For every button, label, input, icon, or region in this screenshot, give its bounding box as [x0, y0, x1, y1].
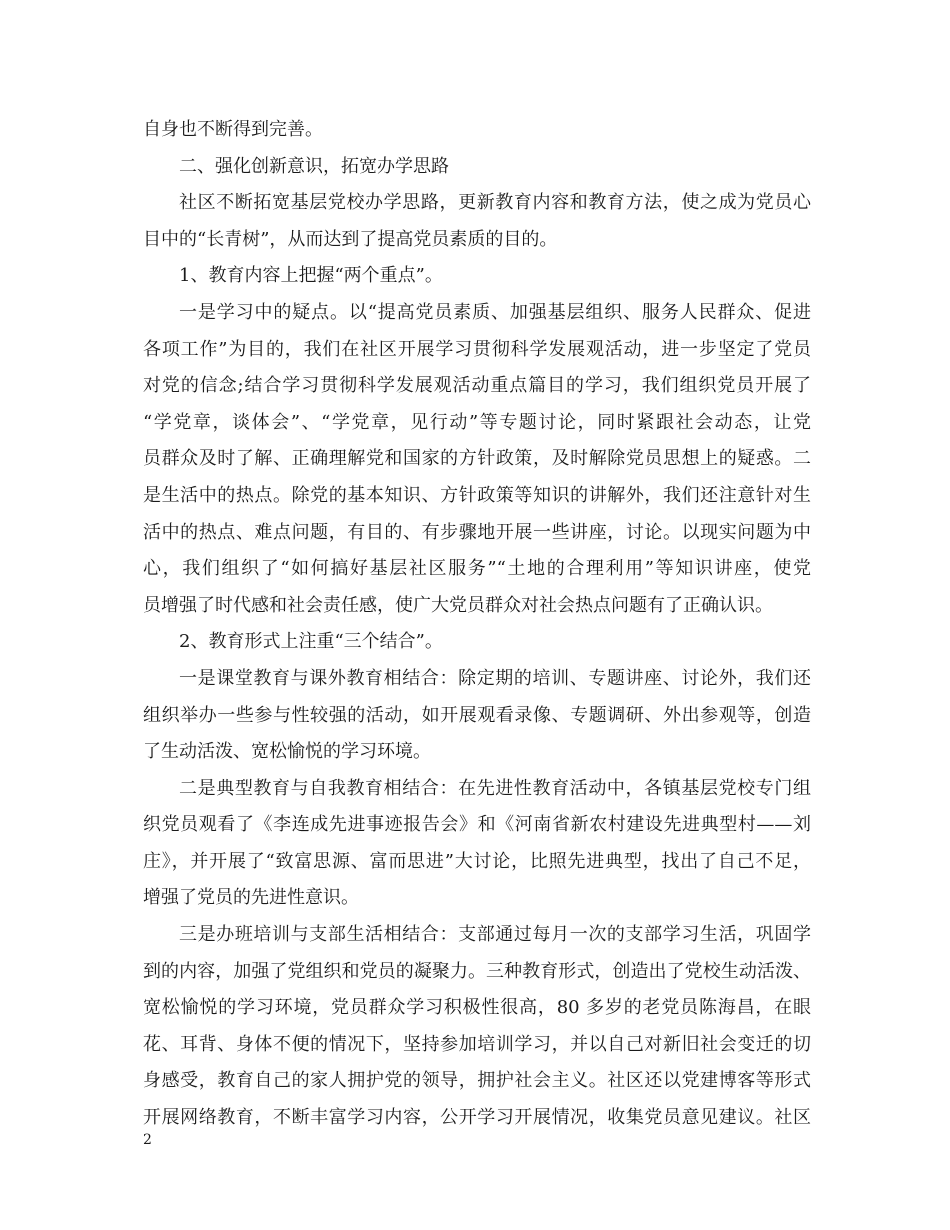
- text-line: 织党员观看了《李连成先进事迹报告会》和《河南省新农村建设先进典型村——刘: [143, 814, 811, 836]
- text-line: 各项工作”为目的，我们在社区开展学习贯彻科学发展观活动，进一步坚定了党员: [143, 338, 811, 360]
- text-line: 心，我们组织了“如何搞好基层社区服务”“土地的合理利用”等知识讲座，使党: [143, 558, 811, 580]
- text-line: 是生活中的热点。除党的基本知识、方针政策等知识的讲解外，我们还注意针对生: [143, 484, 811, 506]
- text-line: 了生动活泼、宽松愉悦的学习环境。: [143, 741, 431, 763]
- text-line: “学党章，谈体会”、“学党章，见行动”等专题讨论，同时紧跟社会动态，让党: [143, 411, 811, 433]
- text-line: 2、教育形式上注重“三个结合”。: [179, 631, 443, 653]
- text-line: 员增强了时代感和社会责任感，使广大党员群众对社会热点问题有了正确认识。: [143, 594, 773, 616]
- document-body: [143, 112, 811, 1137]
- text-line: 组织举办一些参与性较强的活动，如开展观看录像、专题调研、外出参观等，创造: [143, 704, 811, 726]
- text-line: 二是典型教育与自我教育相结合：在先进性教育活动中，各镇基层党校专门组: [179, 777, 811, 799]
- text-line: 员群众及时了解、正确理解党和国家的方针政策，及时解除党员思想上的疑惑。二: [143, 448, 811, 470]
- text-line: 对党的信念;结合学习贯彻科学发展观活动重点篇目的学习，我们组织党员开展了: [143, 375, 811, 397]
- text-line: 增强了党员的先进性意识。: [143, 887, 359, 909]
- text-line: 宽松愉悦的学习环境，党员群众学习积极性很高，80 多岁的老党员陈海昌，在眼: [143, 997, 811, 1019]
- text-line: 到的内容，加强了党组织和党员的凝聚力。三种教育形式，创造出了党校生动活泼、: [143, 960, 811, 982]
- text-line: 庄》，并开展了“致富思源、富而思进”大讨论，比照先进典型，找出了自己不足，: [143, 850, 811, 872]
- text-line: 社区不断拓宽基层党校办学思路，更新教育内容和教育方法，使之成为党员心: [179, 192, 811, 214]
- text-line: 1、教育内容上把握“两个重点”。: [179, 265, 443, 287]
- text-line: 三是办班培训与支部生活相结合：支部通过每月一次的支部学习生活，巩固学: [179, 924, 811, 946]
- page-number: 2: [143, 1132, 152, 1148]
- text-line: 目中的“长青树”，从而达到了提高党员素质的目的。: [143, 228, 558, 250]
- text-line: 开展网络教育，不断丰富学习内容，公开学习开展情况，收集党员意见建议。社区: [143, 1107, 811, 1129]
- text-line: 花、耳背、身体不便的情况下，坚持参加培训学习，并以自己对新旧社会变迁的切: [143, 1033, 811, 1055]
- text-line: 身感受，教育自己的家人拥护党的领导，拥护社会主义。社区还以党建博客等形式: [143, 1070, 811, 1092]
- text-line: 自身也不断得到完善。: [143, 119, 323, 140]
- text-line: 一是课堂教育与课外教育相结合：除定期的培训、专题讲座、讨论外，我们还: [179, 667, 811, 689]
- text-line: 活中的热点、难点问题，有目的、有步骤地开展一些讲座，讨论。以现实问题为中: [143, 521, 811, 543]
- text-line: 一是学习中的疑点。以“提高党员素质、加强基层组织、服务人民群众、促进: [179, 301, 811, 323]
- text-line: 二、强化创新意识，拓宽办学思路: [179, 155, 449, 177]
